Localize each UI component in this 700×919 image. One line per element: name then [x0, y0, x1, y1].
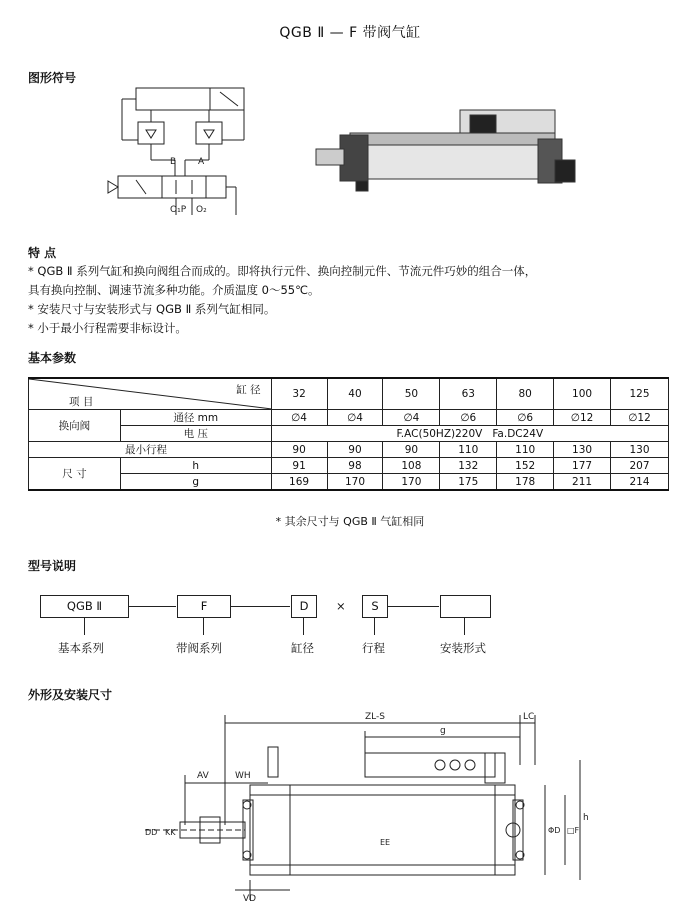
table-corner-cell [29, 378, 272, 410]
pneumatic-symbol-diagram [100, 80, 260, 230]
dim-kk-label: KK [165, 828, 176, 837]
min-stroke-value: 90 [271, 442, 327, 458]
page-title: QGB Ⅱ — F 带阀气缸 [279, 25, 421, 41]
symbol-heading: 图形符号 [28, 71, 77, 85]
port-a-label: A [198, 157, 205, 167]
h-value: 152 [497, 458, 554, 474]
flow-value: ∅4 [383, 410, 440, 426]
voltage-value: F.AC(50HZ)220V Fa.DC24V [271, 426, 668, 442]
model-box-mount [440, 595, 491, 618]
min-stroke-value: 110 [497, 442, 554, 458]
h-value: 108 [383, 458, 440, 474]
g-value: 214 [611, 474, 669, 491]
model-label-bore: 缸径 [291, 641, 314, 655]
model-box-bore: D [291, 595, 317, 618]
g-value: 169 [271, 474, 327, 491]
feature-line: * QGB Ⅱ 系列气缸和换向阀组合而成的。即将执行元件、换向控制元件、节流元件巧妙的组合一体， [28, 264, 537, 278]
feature-line: * 小于最小行程需要非标设计。 [28, 321, 187, 335]
flow-value: ∅4 [271, 410, 327, 426]
dim-vd-label: VD [243, 894, 257, 904]
min-stroke-value: 90 [383, 442, 440, 458]
bore-value: 80 [497, 378, 554, 410]
model-box-stroke: S [362, 595, 388, 618]
bore-value: 50 [383, 378, 440, 410]
params-heading: 基本参数 [28, 351, 77, 365]
dim-ee-label: EE [380, 838, 391, 847]
h-value: 98 [327, 458, 383, 474]
g-value: 211 [554, 474, 611, 491]
min-stroke-value: 130 [554, 442, 611, 458]
bore-value: 125 [611, 378, 669, 410]
flow-value: ∅12 [554, 410, 611, 426]
bore-value: 100 [554, 378, 611, 410]
dim-h-label: h [583, 813, 589, 823]
features-heading: 特 点 [28, 246, 57, 260]
min-stroke-label: 最小行程 [29, 442, 272, 458]
dim-lc-label: LC [523, 712, 535, 722]
dim-dl-label: ΦD [548, 826, 561, 835]
h-value: 177 [554, 458, 611, 474]
flow-value: ∅4 [327, 410, 383, 426]
model-label-series: 基本系列 [58, 641, 104, 655]
bore-value: 32 [271, 378, 327, 410]
h-value: 132 [440, 458, 497, 474]
valve-label: 换向阀 [29, 410, 121, 442]
spec-table [28, 377, 669, 491]
min-stroke-value: 90 [327, 442, 383, 458]
model-code-diagram [0, 590, 700, 660]
g-label: g [120, 474, 271, 491]
bore-value: 40 [327, 378, 383, 410]
flow-value: ∅6 [440, 410, 497, 426]
bore-label: 缸 径 [236, 384, 261, 396]
h-value: 207 [611, 458, 669, 474]
min-stroke-value: 130 [611, 442, 669, 458]
g-value: 175 [440, 474, 497, 491]
dim-dd-label: DD [145, 828, 158, 837]
port-b-label: B [170, 157, 177, 167]
times-sign: × [336, 599, 346, 613]
table-note: * 其余尺寸与 QGB Ⅱ 气缸相同 [275, 515, 425, 528]
item-label: 项 目 [69, 396, 94, 408]
flow-label: 通径 mm [120, 410, 271, 426]
model-label-valve: 带阀系列 [176, 641, 222, 655]
feature-line: * 安装尺寸与安装形式与 QGB Ⅱ 系列气缸相同。 [28, 302, 276, 316]
cylinder-photo [310, 105, 585, 195]
model-box-series: QGB Ⅱ [40, 595, 129, 618]
flow-value: ∅12 [611, 410, 669, 426]
dim-zls-label: ZL-S [365, 712, 385, 722]
dims-heading: 外形及安装尺寸 [28, 688, 113, 702]
dimension-drawing [125, 705, 595, 910]
min-stroke-value: 110 [440, 442, 497, 458]
dim-wh-label: WH [235, 771, 251, 781]
g-value: 170 [327, 474, 383, 491]
model-label-mount: 安装形式 [440, 641, 486, 655]
flow-value: ∅6 [497, 410, 554, 426]
dim-pf-label: □F [567, 826, 580, 835]
model-box-valve: F [177, 595, 231, 618]
h-value: 91 [271, 458, 327, 474]
voltage-label: 电 压 [120, 426, 271, 442]
h-label: h [120, 458, 271, 474]
port-o1p-label: O₁P [170, 205, 187, 215]
dim-av-label: AV [197, 771, 209, 781]
features-list [28, 262, 536, 338]
port-o2-label: O₂ [196, 205, 207, 215]
bore-value: 63 [440, 378, 497, 410]
g-value: 178 [497, 474, 554, 491]
feature-line: 具有换向控制、调速节流多种功能。介质温度 0～55℃。 [28, 283, 320, 297]
model-heading: 型号说明 [28, 559, 77, 573]
dim-g-label: g [440, 726, 446, 736]
g-value: 170 [383, 474, 440, 491]
model-label-stroke: 行程 [362, 641, 385, 655]
size-label: 尺 寸 [29, 458, 121, 491]
